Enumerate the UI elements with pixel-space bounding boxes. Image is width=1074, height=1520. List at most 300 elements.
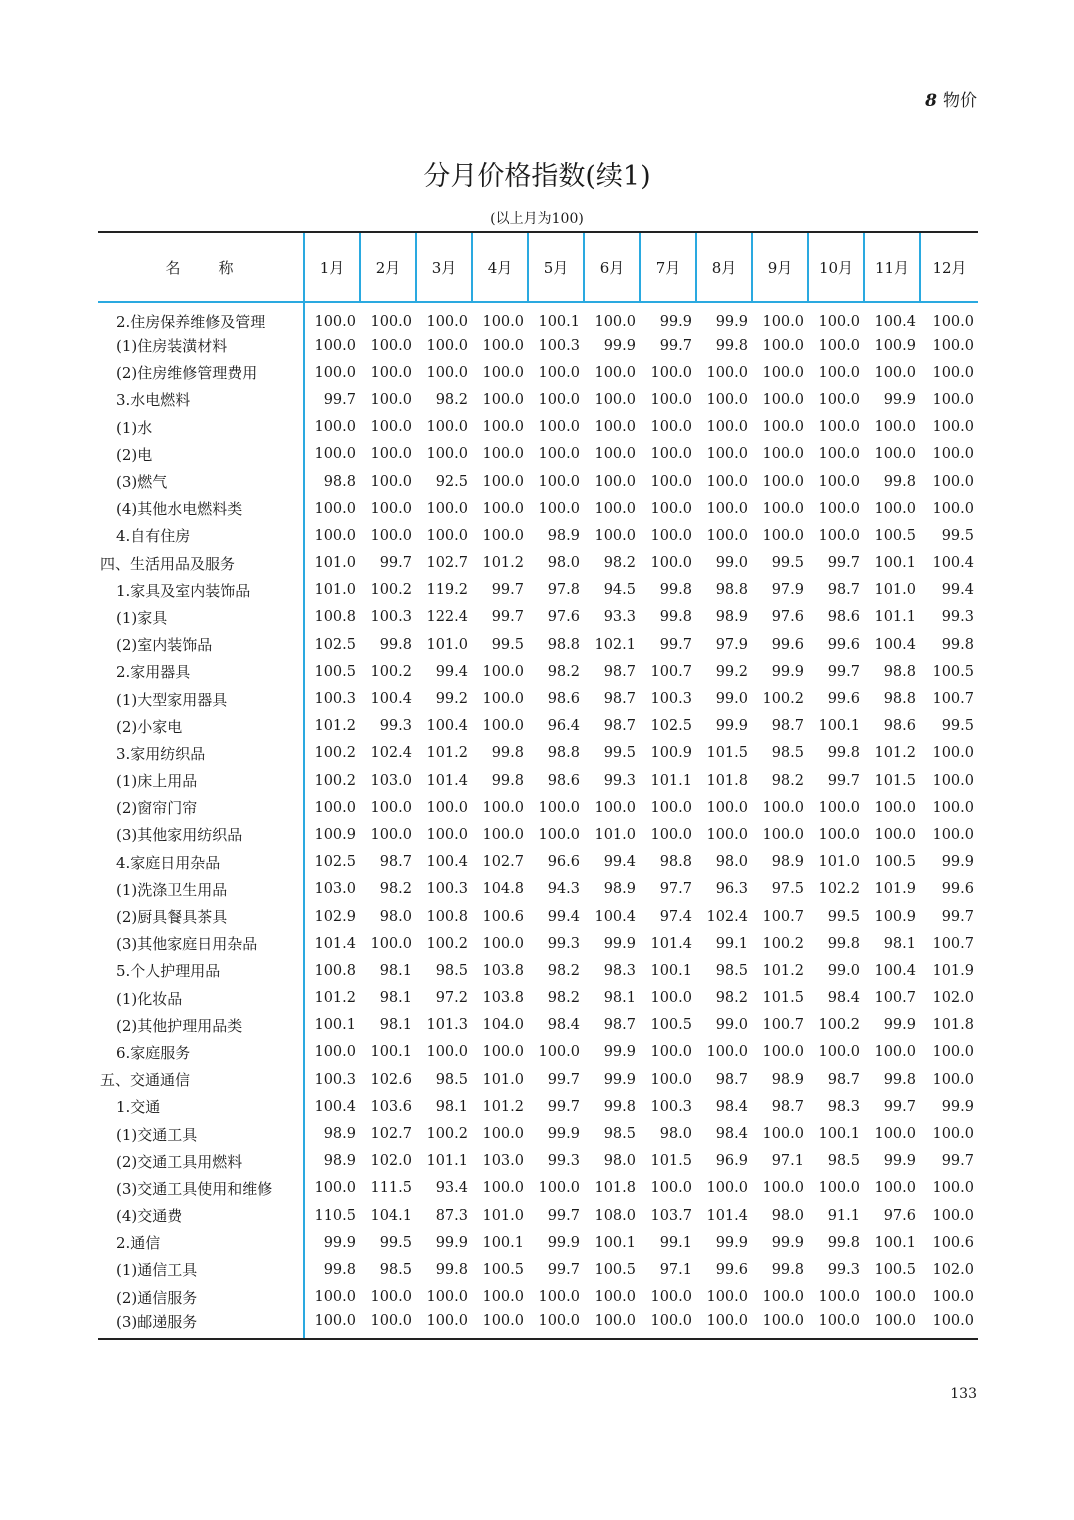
value-cell: 100.0 — [650, 1289, 692, 1306]
value-cell: 103.0 — [370, 772, 412, 789]
value-cell: 98.8 — [715, 582, 748, 599]
value-cell: 97.1 — [659, 1261, 692, 1278]
value-cell: 99.3 — [379, 718, 412, 735]
value-cell: 108.0 — [594, 1207, 636, 1224]
value-cell: 100.0 — [482, 1126, 524, 1143]
value-cell: 98.2 — [547, 663, 580, 680]
value-cell: 100.0 — [594, 527, 636, 544]
chapter-title: 物价 — [943, 91, 977, 111]
value-cell: 100.2 — [818, 1017, 860, 1034]
value-cell: 99.7 — [941, 908, 974, 925]
value-cell: 100.0 — [482, 527, 524, 544]
table-row — [98, 985, 978, 1012]
value-cell: 100.9 — [874, 337, 916, 354]
price-index-table — [98, 231, 978, 1340]
value-cell: 99.5 — [941, 718, 974, 735]
row-name: 2.通信 — [98, 1229, 304, 1256]
value-cell: 100.0 — [594, 391, 636, 408]
table-row — [98, 522, 978, 549]
value-cell: 101.2 — [482, 1098, 524, 1115]
value-cell: 99.8 — [771, 1261, 804, 1278]
value-cell: 99.9 — [941, 854, 974, 871]
value-cell: 93.4 — [435, 1180, 468, 1197]
value-cell: 122.4 — [426, 609, 468, 626]
value-cell: 101.0 — [314, 582, 356, 599]
value-cell: 100.0 — [706, 826, 748, 843]
value-cell: 97.4 — [659, 908, 692, 925]
value-cell: 100.0 — [706, 500, 748, 517]
value-cell: 100.4 — [874, 636, 916, 653]
row-name: 4.自有住房 — [98, 522, 304, 549]
value-cell: 100.0 — [932, 1071, 974, 1088]
value-cell: 98.1 — [379, 1017, 412, 1034]
row-name: (2)通信服务 — [98, 1284, 304, 1311]
value-cell: 100.0 — [538, 473, 580, 490]
value-cell: 99.4 — [603, 854, 636, 871]
table-subtitle: (以上月为100) — [490, 211, 584, 227]
value-cell: 98.8 — [323, 473, 356, 490]
value-cell: 101.0 — [314, 555, 356, 572]
value-cell: 102.5 — [650, 718, 692, 735]
value-cell: 101.2 — [874, 745, 916, 762]
value-cell: 100.0 — [482, 391, 524, 408]
value-cell: 98.9 — [771, 1071, 804, 1088]
value-cell: 99.6 — [827, 691, 860, 708]
value-cell: 98.9 — [603, 881, 636, 898]
value-cell: 100.0 — [538, 1044, 580, 1061]
value-cell: 99.9 — [603, 935, 636, 952]
value-cell: 102.7 — [482, 854, 524, 871]
value-cell: 98.4 — [715, 1126, 748, 1143]
value-cell: 100.0 — [650, 473, 692, 490]
value-cell: 98.9 — [715, 609, 748, 626]
value-cell: 100.0 — [538, 1289, 580, 1306]
value-cell: 100.0 — [874, 799, 916, 816]
value-cell: 99.9 — [323, 1234, 356, 1251]
page-number: 133 — [950, 1386, 977, 1402]
value-cell: 100.0 — [932, 419, 974, 436]
value-cell: 100.5 — [874, 854, 916, 871]
value-cell: 100.0 — [818, 1180, 860, 1197]
value-cell: 100.0 — [650, 527, 692, 544]
value-cell: 101.5 — [650, 1153, 692, 1170]
value-cell: 100.0 — [594, 364, 636, 381]
value-cell: 101.5 — [874, 772, 916, 789]
value-cell: 98.8 — [547, 636, 580, 653]
value-cell: 100.0 — [370, 1289, 412, 1306]
value-cell: 98.7 — [603, 1017, 636, 1034]
value-cell: 100.0 — [706, 364, 748, 381]
value-cell: 99.8 — [491, 772, 524, 789]
value-cell: 100.0 — [426, 1289, 468, 1306]
value-cell: 100.0 — [314, 364, 356, 381]
value-cell: 102.9 — [314, 908, 356, 925]
value-cell: 100.0 — [416, 1311, 472, 1339]
value-cell: 103.8 — [482, 990, 524, 1007]
value-cell: 99.8 — [883, 1071, 916, 1088]
value-cell: 98.8 — [883, 691, 916, 708]
value-cell: 98.2 — [435, 391, 468, 408]
value-cell: 98.1 — [435, 1098, 468, 1115]
value-cell: 99.9 — [659, 313, 692, 330]
value-cell: 100.0 — [370, 391, 412, 408]
value-cell: 99.6 — [771, 636, 804, 653]
value-cell: 110.5 — [314, 1207, 356, 1224]
value-cell: 98.9 — [771, 854, 804, 871]
value-cell: 99.7 — [491, 582, 524, 599]
value-cell: 100.1 — [538, 313, 580, 330]
value-cell: 100.0 — [426, 364, 468, 381]
value-cell: 100.0 — [594, 500, 636, 517]
chapter-header — [925, 86, 977, 111]
value-cell: 100.0 — [762, 826, 804, 843]
row-name: (2)住房维修管理费用 — [98, 359, 304, 386]
table-row — [98, 386, 978, 413]
row-name: (1)大型家用器具 — [98, 685, 304, 712]
value-cell: 100.0 — [762, 473, 804, 490]
value-cell: 103.0 — [314, 881, 356, 898]
value-cell: 103.8 — [482, 962, 524, 979]
value-cell: 98.5 — [435, 1071, 468, 1088]
value-cell: 98.4 — [827, 990, 860, 1007]
value-cell: 99.8 — [379, 636, 412, 653]
value-cell: 100.0 — [650, 1044, 692, 1061]
value-cell: 99.9 — [603, 1044, 636, 1061]
value-cell: 99.7 — [659, 636, 692, 653]
value-cell: 98.7 — [771, 718, 804, 735]
value-cell: 97.9 — [771, 582, 804, 599]
value-cell: 99.3 — [941, 609, 974, 626]
month-header: 6月 — [584, 232, 640, 302]
row-name: 3.家用纺织品 — [98, 740, 304, 767]
row-name: (1)洗涤卫生用品 — [98, 876, 304, 903]
value-cell: 100.0 — [538, 419, 580, 436]
value-cell: 100.2 — [314, 745, 356, 762]
value-cell: 100.4 — [874, 313, 916, 330]
table-row — [98, 359, 978, 386]
table-header-row — [98, 232, 978, 302]
table-row — [98, 767, 978, 794]
value-cell: 102.1 — [594, 636, 636, 653]
value-cell: 100.0 — [874, 500, 916, 517]
value-cell: 100.0 — [594, 419, 636, 436]
value-cell: 98.0 — [379, 908, 412, 925]
value-cell: 100.0 — [360, 1311, 416, 1339]
value-cell: 100.0 — [932, 473, 974, 490]
value-cell: 98.5 — [827, 1153, 860, 1170]
value-cell: 99.9 — [883, 391, 916, 408]
value-cell: 98.1 — [379, 990, 412, 1007]
value-cell: 99.3 — [827, 1261, 860, 1278]
value-cell: 100.8 — [314, 962, 356, 979]
value-cell: 100.0 — [370, 826, 412, 843]
value-cell: 100.3 — [426, 881, 468, 898]
value-cell: 98.9 — [323, 1126, 356, 1143]
value-cell: 100.5 — [874, 1261, 916, 1278]
value-cell: 100.0 — [650, 1071, 692, 1088]
table-row — [98, 957, 978, 984]
value-cell: 98.8 — [883, 663, 916, 680]
value-cell: 100.0 — [650, 391, 692, 408]
value-cell: 100.0 — [874, 419, 916, 436]
value-cell: 100.0 — [314, 799, 356, 816]
row-name: (2)窗帘门帘 — [98, 794, 304, 821]
value-cell: 98.5 — [379, 1261, 412, 1278]
value-cell: 100.0 — [538, 391, 580, 408]
row-name: 1.家具及室内装饰品 — [98, 577, 304, 604]
value-cell: 98.0 — [771, 1207, 804, 1224]
value-cell: 100.0 — [314, 337, 356, 354]
value-cell: 100.5 — [874, 527, 916, 544]
value-cell: 100.9 — [314, 826, 356, 843]
value-cell: 100.0 — [762, 1180, 804, 1197]
table-row — [98, 468, 978, 495]
row-name: (1)住房装潢材料 — [98, 332, 304, 359]
value-cell: 101.1 — [426, 1153, 468, 1170]
table-row — [98, 1012, 978, 1039]
table-row — [98, 658, 978, 685]
value-cell: 99.7 — [827, 555, 860, 572]
value-cell: 100.3 — [314, 1071, 356, 1088]
value-cell: 97.5 — [771, 881, 804, 898]
value-cell: 100.0 — [762, 337, 804, 354]
value-cell: 97.1 — [771, 1153, 804, 1170]
value-cell: 99.8 — [659, 609, 692, 626]
value-cell: 100.7 — [650, 663, 692, 680]
value-cell: 100.0 — [426, 799, 468, 816]
value-cell: 96.4 — [547, 718, 580, 735]
value-cell: 101.0 — [818, 854, 860, 871]
value-cell: 100.0 — [426, 313, 468, 330]
value-cell: 100.0 — [482, 663, 524, 680]
row-name: (3)交通工具使用和维修 — [98, 1175, 304, 1202]
value-cell: 100.0 — [874, 446, 916, 463]
value-cell: 100.0 — [706, 446, 748, 463]
row-name: (3)其他家庭日用杂品 — [98, 930, 304, 957]
value-cell: 100.2 — [762, 935, 804, 952]
value-cell: 100.0 — [818, 826, 860, 843]
value-cell: 99.9 — [715, 313, 748, 330]
value-cell: 100.0 — [482, 718, 524, 735]
value-cell: 101.4 — [314, 935, 356, 952]
value-cell: 100.6 — [482, 908, 524, 925]
value-cell: 100.0 — [706, 391, 748, 408]
value-cell: 101.1 — [874, 609, 916, 626]
value-cell: 102.0 — [932, 1261, 974, 1278]
value-cell: 99.2 — [435, 691, 468, 708]
value-cell: 100.0 — [762, 1126, 804, 1143]
value-cell: 97.6 — [883, 1207, 916, 1224]
value-cell: 99.9 — [771, 1234, 804, 1251]
value-cell: 100.0 — [314, 500, 356, 517]
value-cell: 99.5 — [827, 908, 860, 925]
value-cell: 101.4 — [426, 772, 468, 789]
value-cell: 104.0 — [482, 1017, 524, 1034]
table-row — [98, 740, 978, 767]
value-cell: 100.0 — [874, 1126, 916, 1143]
value-cell: 100.0 — [426, 1044, 468, 1061]
value-cell: 98.0 — [715, 854, 748, 871]
value-cell: 100.7 — [762, 1017, 804, 1034]
table-row — [98, 332, 978, 359]
value-cell: 104.1 — [370, 1207, 412, 1224]
month-header: 3月 — [416, 232, 472, 302]
row-name: (1)交通工具 — [98, 1120, 304, 1147]
value-cell: 98.5 — [435, 962, 468, 979]
value-cell: 100.4 — [370, 691, 412, 708]
value-cell: 100.4 — [594, 908, 636, 925]
value-cell: 100.2 — [762, 691, 804, 708]
value-cell: 98.2 — [603, 555, 636, 572]
value-cell: 98.9 — [547, 527, 580, 544]
value-cell: 99.7 — [547, 1098, 580, 1115]
value-cell: 99.0 — [715, 1017, 748, 1034]
value-cell: 98.5 — [715, 962, 748, 979]
value-cell: 100.0 — [538, 1180, 580, 1197]
price-index-table-container — [98, 231, 978, 1340]
value-cell: 101.0 — [482, 1207, 524, 1224]
value-cell: 99.9 — [435, 1234, 468, 1251]
value-cell: 100.0 — [932, 313, 974, 330]
row-name: (1)水 — [98, 414, 304, 441]
value-cell: 100.0 — [706, 799, 748, 816]
value-cell: 100.0 — [650, 990, 692, 1007]
value-cell: 100.0 — [932, 1126, 974, 1143]
row-name: (2)室内装饰品 — [98, 631, 304, 658]
name-column-header — [98, 232, 304, 302]
value-cell: 100.0 — [482, 1180, 524, 1197]
table-row — [98, 1066, 978, 1093]
value-cell: 99.4 — [941, 582, 974, 599]
value-cell: 101.2 — [314, 718, 356, 735]
value-cell: 100.0 — [426, 337, 468, 354]
value-cell: 100.6 — [932, 1234, 974, 1251]
value-cell: 99.4 — [547, 908, 580, 925]
value-cell: 100.0 — [762, 527, 804, 544]
value-cell: 101.5 — [706, 745, 748, 762]
value-cell: 99.8 — [659, 582, 692, 599]
row-name: 2.家用器具 — [98, 658, 304, 685]
value-cell: 99.7 — [379, 555, 412, 572]
table-row — [98, 1148, 978, 1175]
value-cell: 100.0 — [538, 364, 580, 381]
row-name: (2)其他护理用品类 — [98, 1012, 304, 1039]
value-cell: 99.8 — [603, 1098, 636, 1115]
value-cell: 100.0 — [650, 555, 692, 572]
value-cell: 101.2 — [762, 962, 804, 979]
row-name: (2)厨具餐具茶具 — [98, 903, 304, 930]
value-cell: 100.0 — [818, 313, 860, 330]
value-cell: 100.0 — [932, 364, 974, 381]
value-cell: 99.7 — [827, 772, 860, 789]
value-cell: 97.9 — [715, 636, 748, 653]
value-cell: 100.4 — [932, 555, 974, 572]
value-cell: 100.0 — [370, 935, 412, 952]
value-cell: 99.4 — [435, 663, 468, 680]
value-cell: 103.0 — [482, 1153, 524, 1170]
value-cell: 100.0 — [818, 1289, 860, 1306]
table-row — [98, 577, 978, 604]
value-cell: 100.0 — [650, 799, 692, 816]
table-row — [98, 1175, 978, 1202]
value-cell: 101.3 — [426, 1017, 468, 1034]
value-cell: 100.0 — [818, 391, 860, 408]
value-cell: 100.0 — [752, 1311, 808, 1339]
value-cell: 100.0 — [538, 826, 580, 843]
table-row — [98, 550, 978, 577]
value-cell: 100.0 — [482, 1044, 524, 1061]
value-cell: 100.0 — [482, 935, 524, 952]
value-cell: 102.4 — [370, 745, 412, 762]
value-cell: 100.0 — [818, 500, 860, 517]
name-header-char-2: 称 — [218, 258, 236, 277]
row-name: (2)小家电 — [98, 713, 304, 740]
table-row — [98, 414, 978, 441]
value-cell: 100.0 — [482, 799, 524, 816]
table-row — [98, 1093, 978, 1120]
value-cell: 111.5 — [370, 1180, 412, 1197]
row-name: (1)通信工具 — [98, 1256, 304, 1283]
row-name: 4.家庭日用杂品 — [98, 849, 304, 876]
value-cell: 100.0 — [932, 1044, 974, 1061]
value-cell: 98.3 — [603, 962, 636, 979]
value-cell: 99.9 — [941, 1098, 974, 1115]
value-cell: 100.0 — [482, 1289, 524, 1306]
value-cell: 98.3 — [827, 1098, 860, 1115]
value-cell: 102.5 — [314, 854, 356, 871]
value-cell: 100.0 — [594, 446, 636, 463]
table-row — [98, 849, 978, 876]
value-cell: 104.8 — [482, 881, 524, 898]
value-cell: 100.0 — [818, 446, 860, 463]
value-cell: 100.0 — [370, 337, 412, 354]
value-cell: 100.0 — [594, 473, 636, 490]
table-row — [98, 821, 978, 848]
value-cell: 99.7 — [941, 1153, 974, 1170]
value-cell: 100.0 — [426, 500, 468, 517]
value-cell: 100.3 — [650, 691, 692, 708]
value-cell: 100.0 — [482, 337, 524, 354]
value-cell: 99.7 — [659, 337, 692, 354]
value-cell: 100.0 — [874, 826, 916, 843]
value-cell: 100.0 — [874, 1289, 916, 1306]
name-header-char-1: 名 — [165, 258, 183, 277]
value-cell: 100.0 — [650, 826, 692, 843]
table-row — [98, 1202, 978, 1229]
page-title: 分月价格指数(续1) — [423, 161, 651, 192]
value-cell: 99.8 — [435, 1261, 468, 1278]
value-cell: 94.3 — [547, 881, 580, 898]
value-cell: 101.0 — [874, 582, 916, 599]
value-cell: 100.0 — [818, 364, 860, 381]
value-cell: 100.0 — [314, 1044, 356, 1061]
value-cell: 100.0 — [314, 527, 356, 544]
value-cell: 100.0 — [482, 419, 524, 436]
value-cell: 100.0 — [426, 826, 468, 843]
value-cell: 99.7 — [547, 1207, 580, 1224]
value-cell: 96.3 — [715, 881, 748, 898]
value-cell: 100.0 — [482, 313, 524, 330]
table-row — [98, 876, 978, 903]
value-cell: 98.7 — [771, 1098, 804, 1115]
value-cell: 100.0 — [370, 313, 412, 330]
value-cell: 99.0 — [827, 962, 860, 979]
value-cell: 100.1 — [874, 1234, 916, 1251]
row-name: 5.个人护理用品 — [98, 957, 304, 984]
value-cell: 100.0 — [818, 337, 860, 354]
value-cell: 98.2 — [547, 990, 580, 1007]
value-cell: 99.7 — [323, 391, 356, 408]
